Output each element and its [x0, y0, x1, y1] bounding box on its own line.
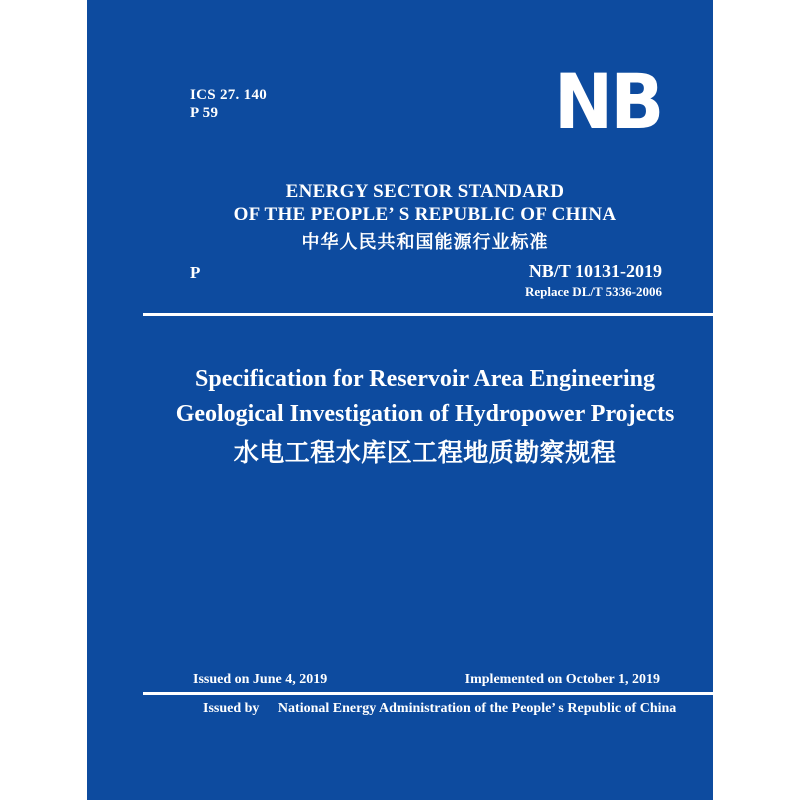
divider-top-rule: [143, 313, 713, 316]
org-name-en-line1: ENERGY SECTOR STANDARD: [285, 181, 565, 202]
title-en-line2: Geological Investigation of Hydropower Projects: [175, 401, 675, 427]
replaced-standard: Replace DL/T 5336-2006: [525, 284, 662, 299]
implemented-date: Implemented on October 1, 2019: [464, 672, 660, 687]
standard-number: NB/T 10131-2019: [528, 261, 662, 281]
issued-date: Issued on June 4, 2019: [193, 672, 328, 687]
standard-cover: [87, 0, 713, 800]
standard-number-block: [525, 261, 662, 299]
issued-by-label: Issued by: [203, 701, 260, 716]
p-classification: P 59: [190, 105, 219, 121]
org-name-block: [137, 180, 713, 254]
org-name-cn: 中华人民共和国能源行业标准: [301, 232, 549, 252]
doc-class-letter: P: [190, 263, 201, 282]
org-name-en-line2: OF THE PEOPLE’ S REPUBLIC OF CHINA: [233, 204, 617, 225]
issuer-name: National Energy Administration of the People’ s Republic of China: [277, 701, 677, 716]
nb-logo: NB: [554, 57, 662, 146]
classification-block: [190, 86, 267, 122]
title-cn: 水电工程水库区工程地质勘察规程: [233, 440, 617, 467]
issuer-row: [203, 700, 676, 718]
title-block: [137, 362, 713, 471]
title-en-line1: Specification for Reservoir Area Engineering: [195, 366, 655, 392]
divider-bottom-rule: [143, 692, 713, 695]
ics-code: ICS 27. 140: [190, 87, 268, 103]
dates-row: [193, 671, 660, 689]
